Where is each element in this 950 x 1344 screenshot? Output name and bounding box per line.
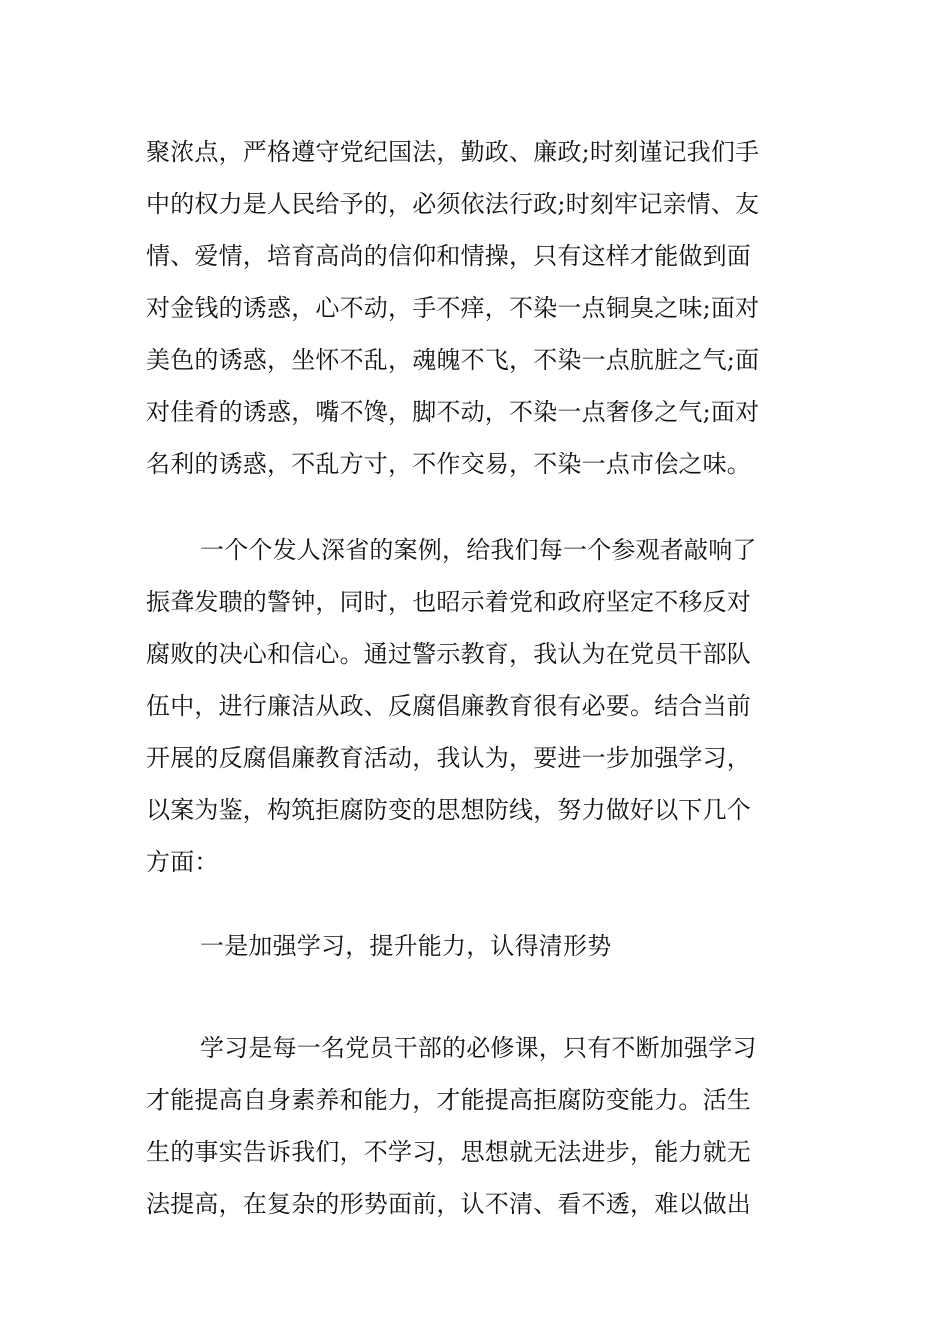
- paragraph-1: [146, 126, 806, 490]
- text-line: 学习是每一名党员干部的必修课，只有不断加强学习: [200, 1034, 757, 1062]
- text-line: 对金钱的诱惑，心不动，手不痒，不染一点铜臭之味;面对: [146, 294, 760, 322]
- paragraph-2: [146, 524, 806, 888]
- paragraph-3: [146, 1022, 806, 1230]
- text-line: 方面：: [146, 848, 219, 876]
- text-line: 名利的诱惑，不乱方寸，不作交易，不染一点市侩之味。: [146, 450, 751, 478]
- text-line: 开展的反腐倡廉教育活动，我认为，要进一步加强学习，: [146, 744, 751, 772]
- text-line: 腐败的决心和信心。通过警示教育，我认为在党员干部队: [146, 640, 751, 668]
- text-line: 法提高，在复杂的形势面前，认不清、看不透，难以做出: [146, 1190, 751, 1218]
- text-line: 才能提高自身素养和能力，才能提高拒腐防变能力。活生: [146, 1086, 751, 1114]
- text-line: 聚浓点，严格遵守党纪国法，勤政、廉政;时刻谨记我们手: [146, 138, 760, 166]
- text-line: 伍中，进行廉洁从政、反腐倡廉教育很有必要。结合当前: [146, 692, 751, 720]
- text-line: 中的权力是人民给予的，必须依法行政;时刻牢记亲情、友: [146, 190, 760, 218]
- text-line: 振聋发聩的警钟，同时，也昭示着党和政府坚定不移反对: [146, 588, 751, 616]
- text-line: 以案为鉴，构筑拒腐防变的思想防线，努力做好以下几个: [146, 796, 751, 824]
- text-line: 美色的诱惑，坐怀不乱，魂魄不飞，不染一点肮脏之气;面: [146, 346, 760, 374]
- heading-line: 一是加强学习，提升能力，认得清形势: [200, 932, 612, 960]
- text-line: 对佳肴的诱惑，嘴不馋，脚不动，不染一点奢侈之气;面对: [146, 398, 760, 426]
- text-line: 生的事实告诉我们，不学习，思想就无法进步，能力就无: [146, 1138, 751, 1166]
- section-heading: [146, 920, 806, 972]
- text-line: 一个个发人深省的案例，给我们每一个参观者敲响了: [200, 536, 757, 564]
- text-line: 情、爱情，培育高尚的信仰和情操，只有这样才能做到面: [146, 242, 751, 270]
